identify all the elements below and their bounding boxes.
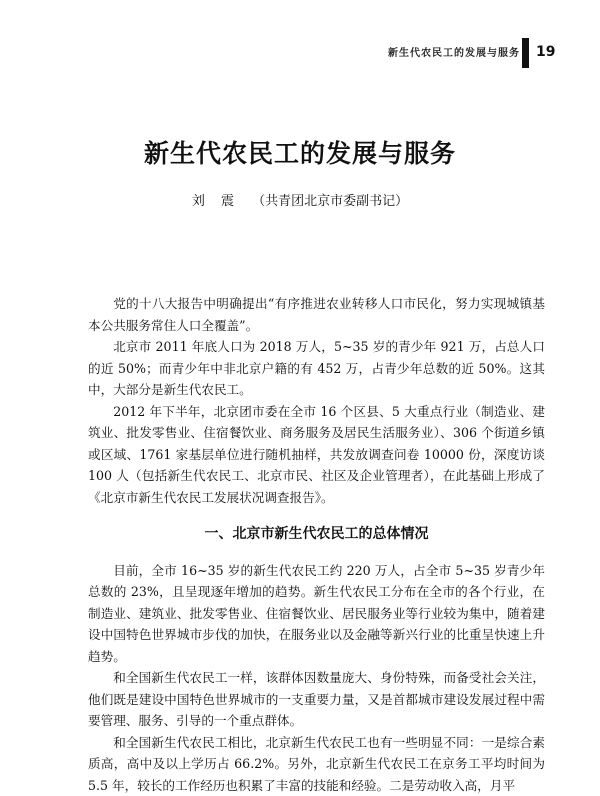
page-header — [0, 32, 600, 62]
author-line — [0, 190, 600, 209]
paragraph-intro-2: 北京市 2011 年底人口为 2018 万人，5~35 岁的青少年 921 万，占总人口的近 50%；而青少年中非北京户籍的有 452 万，占青少年总数的近 50%。这其中，大部分是新生代农民工。 — [88, 336, 545, 401]
section-heading: 一、北京市新生代农民工的总体情况 — [88, 524, 545, 546]
paragraph-section-1: 目前，全市 16~35 岁的新生代农民工约 220 万人，占全市 5~35 岁青少年总数的 23%，且呈现逐年增加的趋势。新生代农民工分布在全市的各个行业，在制造业、建筑业、批发零售业、住宿餐饮业、居民服务业等行业较为集中，随着建设中国特色世界城市步伐的加快，在服务业以及金融等新兴行业的比重呈快速上升趋势。 — [88, 560, 545, 668]
article-body — [88, 293, 545, 796]
paragraph-intro-1: 党的十八大报告中明确提出“有序推进农业转移人口市民化，努力实现城镇基本公共服务常住人口全覆盖”。 — [88, 293, 545, 336]
paragraph-section-3: 和全国新生代农民工相比，北京新生代农民工也有一些明显不同：一是综合素质高，高中及以上学历占 66.2%。另外，北京新生代农民工在京务工平均时间为 5.5 年，较长的工作经历也积累了丰富的技能和经验。二是劳动收入高，月平 — [88, 732, 545, 796]
author-affiliation: （共青团北京市委副书记） — [252, 194, 408, 209]
paragraph-intro-3: 2012 年下半年，北京团市委在全市 16 个区县、5 大重点行业（制造业、建筑业、批发零售业、住宿餐饮业、商务服务及居民生活服务业）、306 个街道乡镇或区域、1761 家基层单位进行随机抽样，共发放调查问卷 10000 份，深度访谈 100 人（包括新生代农民工、北京市民、社区及企业管理者），在此基础上形成了《北京市新生代农民工发展状况调查报告》。 — [88, 401, 545, 509]
article-title: 新生代农民工的发展与服务 — [0, 134, 600, 170]
paragraph-section-2: 和全国新生代农民工一样，该群体因数量庞大、身份特殊，而备受社会关注，他们既是建设中国特色世界城市的一支重要力量，又是首都城市建设发展过程中需要管理、服务、引导的一个重点群体。 — [88, 667, 545, 732]
running-title: 新生代农民工的发展与服务 — [388, 44, 520, 59]
page-number: 19 — [536, 44, 555, 60]
author-name: 刘 震 — [192, 194, 240, 209]
header-bar — [522, 38, 529, 68]
